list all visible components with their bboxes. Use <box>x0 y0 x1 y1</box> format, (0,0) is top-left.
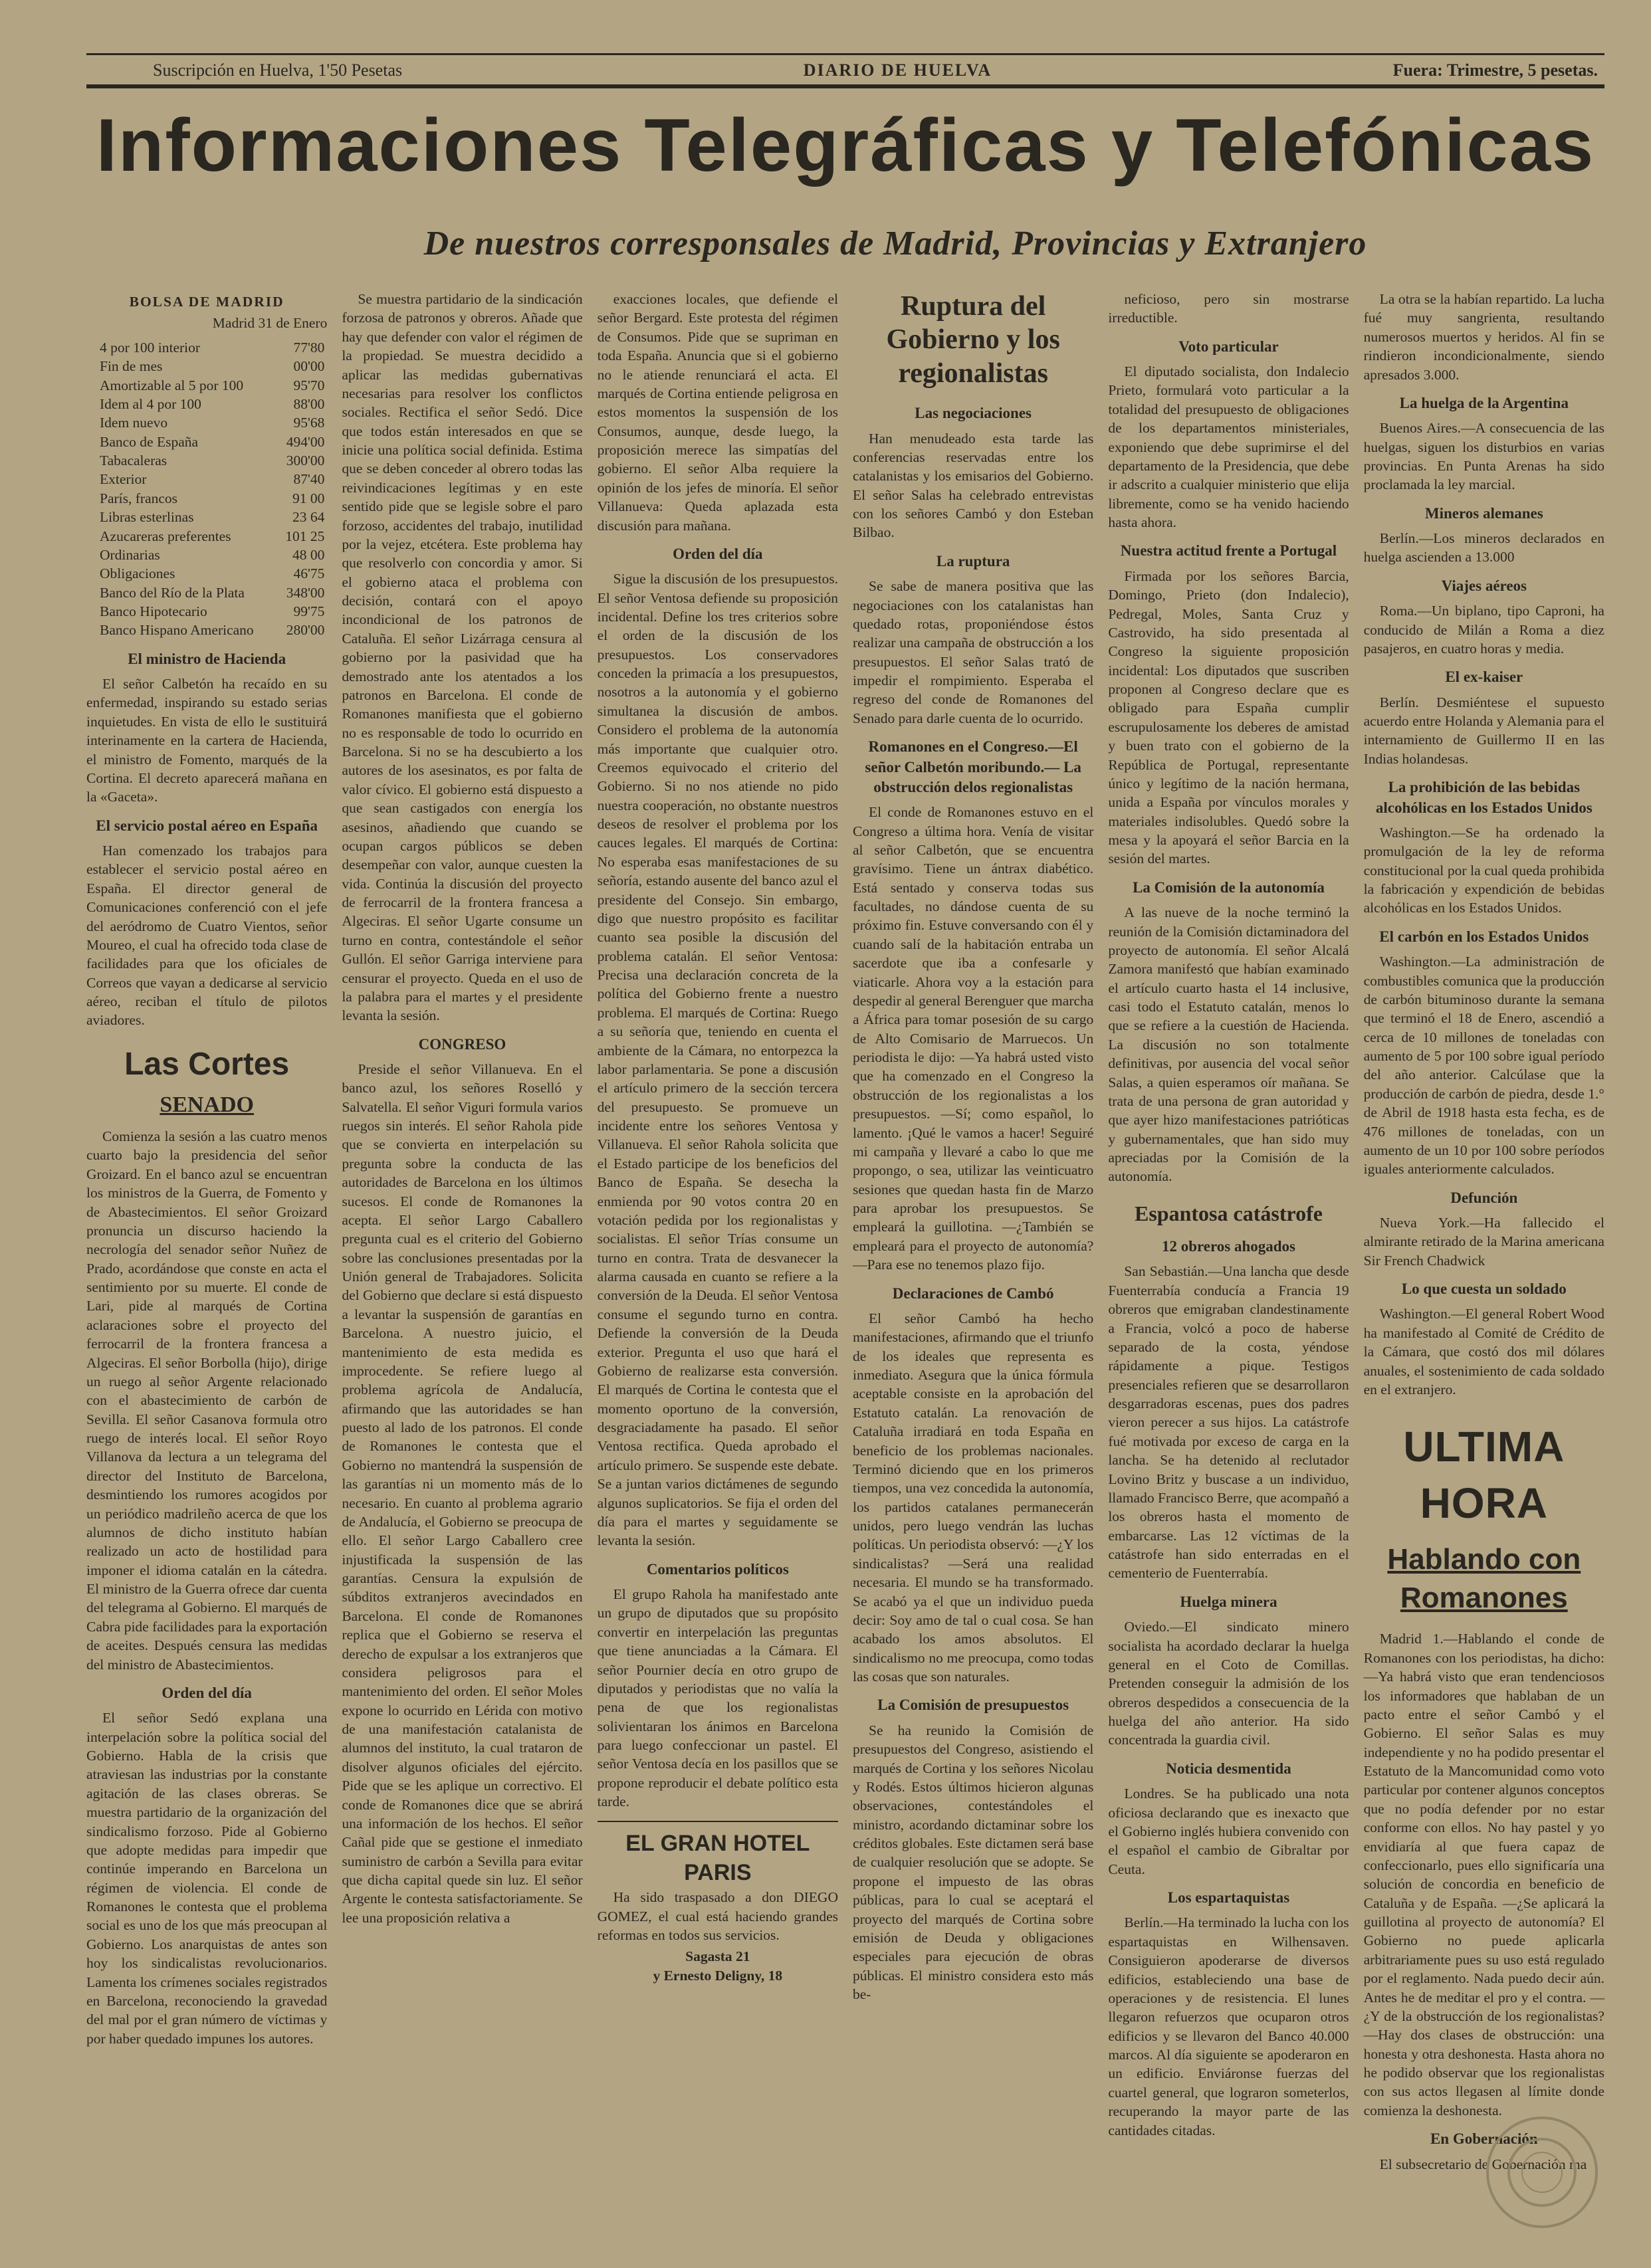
article-ruptura: Se sabe de manera positiva que las negociaciones con los catalanistas han quedado rotas, proponiéndose éstos realizar una campaña de obstrucción a los presupuestos. El señor Salas trató de impedir el rompimiento. Esperaba el regreso del conde de Romanones del Senado para darle cuenta de lo ocurrido. <box>852 578 1094 726</box>
article-congreso: Preside el señor Villanueva. En el banco azul, los señores Roselló y Salvatella. El señor Viguri formula varios ruegos sin interés. El señor Rahola pide que se convierta en interpelación su pregunta sobre la conducta de las autoridades de Barcelona en los últimos sucesos. El conde de Romanones la acepta. El señor Largo Caballero pregunta cual es el criterio del Gobierno sobre las conclusiones presentadas por la Unión general de Trabajadores. Solicita del Gobierno que declare si está dispuesto a levantar la suspensión de garantías en Barcelona. A nuestro juicio, el mantenimiento de esta medida es improcedente. Se refiere luego al problema agrícola de Andalucía, afirmando que las autoridades se han puesto al lado de los patronos. El conde de Romanones le contesta que el Gobierno no mantendrá la suspensión de las garantías ni un momento más de lo necesario. En cuanto al problema agrario de Andalucía, el Gobierno se preocupa de ello. El señor Largo Caballero cree injustificada la suspensión de las garantías. Censura la expulsión de súbditos extranjeros avecindados en Barcelona. El conde de Romanones replica que el Gobierno se reserva el derecho de expulsar a los extranjeros que considera peligrosos para el mantenimiento del orden. El señor Moles expone lo ocurrido en Lérida con motivo de una manifestación catalanista de alumnos del instituto, la cual trataron de disolver algunos oficiales del ejército. Pide que se les aplique un correctivo. El conde de Romanones dice que se abrirá una información de los hechos. El señor Cañal pide que se gestione el inmediato suministro de carbón a Sevilla para evitar que dicha capital quede sin luz. El señor Argente le contesta satisfactoriamente. Se lee una proposición relativa a <box>342 1061 583 1926</box>
article-gobernacion: El subsecretario de Gobernación ma <box>1379 2156 1587 2172</box>
heading-ministro: El ministro de Hacienda <box>128 650 286 667</box>
heading-prohibicion: La prohibición de las bebidas alcohólicas en los Estados Unidos <box>1375 779 1593 816</box>
bolsa-name: Exterior <box>100 471 147 488</box>
bolsa-table <box>86 338 327 640</box>
bolsa-name: Banco Hipotecario <box>100 603 207 619</box>
bolsa-value: 101 25 <box>285 528 325 544</box>
hotel-ad-address-2: y Ernesto Deligny, 18 <box>653 1967 783 1984</box>
bolsa-value: 77'80 <box>293 339 325 356</box>
article-prohibicion: Washington.—Se ha ordenado la promulgación de la ley de reforma constitucional por la cual queda prohibida la fabricación y expendición de bebidas alcohólicas en los Estados Unidos. <box>1363 824 1604 916</box>
heading-huelga-minera: Huelga minera <box>1180 1593 1277 1610</box>
heading-autonomia: La Comisión de la autonomía <box>1133 878 1325 896</box>
article-comentarios: El grupo Rahola ha manifestado ante un grupo de diputados que su propósito convertir en interpelación las preguntas que tiene anunciadas a la Cámara. El señor Pournier decía en otro grupo de diputados y periodistas que no valía la pena de que los regionalistas solivientaran los ánimos en Barcelona para luego confeccionar un pastel. El señor Ventosa decía en los pasillos que se propone reproducir el debate político esta tarde. <box>597 1586 838 1810</box>
article-postal: Han comenzado los trabajos para establecer el servicio postal aéreo en España. El director general de Comunicaciones conferenció con el jefe del aeródromo de Cuatro Vientos, señor Moureo, el cual ha ofrecido toda clase de facilidades para que los oficiales de Correos que vayan a dedicarse al servicio aéreo, reciban el título de pilotos aviadores. <box>86 843 328 1029</box>
bolsa-value: 48 00 <box>292 546 325 563</box>
article-hablando-romanones: Madrid 1.—Hablando el conde de Romanones con los periodistas, ha dicho: —Ya habrá visto que eran tendenciosos los informadores que hablaban de un pacto entre el señor Cambó y el Gobierno. El señor Salas es muy independiente y no ha podido presentar el Estatuto de la Mancomunidad como voto particular por contener algunos conceptos que no podía defender por no estar conforme con ellos. No hay pastel y yo envidiaría al que fuera capaz de confeccionarlo, pues ello significaría una solución de concordia en beneficio de Cataluña y de España. —¿Se aplicará la guillotina al proyecto de autonomía? El Gobierno no puede aplicarla arbitrariamente pues su uso está regulado por el reglamento. Nada puedo decir aún. Antes he de meditar el pro y el contra. —¿Y de la obstrucción de los regionalistas? —Hay dos clases de obstrucción: una honesta y otra deshonesta. Hasta ahora no he podido observar que los regionalistas con sus actos llegasen al límite donde comienza la deshonesta. <box>1363 1631 1604 2118</box>
hotel-ad-text: Ha sido traspasado a don DIEGO GOMEZ, el cual está haciendo grandes reformas en todos sus servicios. <box>597 1889 838 1944</box>
article-congreso-cont: exacciones locales, que defiende el señor Bergard. Este protesta del régimen de Consumos. Pide que se supriman en toda España. Anuncia que si el gobierno no le atiende renunciará el acta. El marqués de Cortina entiende peligrosa en estos momentos la suspensión de los Consumos, aunque, desde luego, la proposición merece las simpatías del gobierno. El señor Alba requiere la opinión de los jefes de minoría. El señor Villanueva: Queda aplazada esta discusión para mañana. <box>597 291 838 534</box>
seal-icon <box>1502 2132 1582 2212</box>
column-6 <box>1363 290 1604 2172</box>
bolsa-row <box>86 395 327 413</box>
heading-orden-senado: Orden del día <box>162 1684 252 1701</box>
heading-espartaquistas: Los espartaquistas <box>1167 1889 1290 1907</box>
heading-voto: Voto particular <box>1178 338 1279 355</box>
bolsa-row <box>86 546 327 564</box>
bolsa-date: Madrid 31 de Enero <box>212 315 328 332</box>
bolsa-value: 95'68 <box>293 415 325 431</box>
article-voto: El diputado socialista, don Indalecio Prieto, formulará voto particular a la totalidad del presupuesto de obligaciones de los departamentos ministeriales, exponiendo que debe suprimirse el del departamento de la Presidencia, que debe ir adscrito a cualquier ministerio que elija libremente, como se ha venido haciendo hasta ahora. <box>1108 363 1349 531</box>
heading-ruptura-gobierno: Ruptura del Gobierno y los regionalistas <box>886 291 1060 389</box>
heading-romanones-congreso: Romanones en el Congreso.—El señor Calbetón moribundo.— La obstrucción delos regionalistas <box>865 738 1081 795</box>
heading-carbon: El carbón en los Estados Unidos <box>1379 928 1589 945</box>
article-huelga-minera: Oviedo.—El sindicato minero socialista ha acordado declarar la huelga general en el Coto de Comillas. Pretenden conseguir la admisión de los obreros despedidos a consecuencia de la huelga del año anterior. Ha sido concentrada la guardia civil. <box>1108 1619 1349 1748</box>
subscription-price: Suscripción en Huelva, 1'50 Pesetas <box>153 60 403 80</box>
article-negociaciones: Han menudeado esta tarde las conferencias reservadas entre los catalanistas y los emisarios del Gobierno. El señor Salas ha celebrado entrevistas con los señores Cambó y don Esteban Bilbao. <box>852 430 1094 541</box>
article-mineros: Berlín.—Los mineros declarados en huelga ascienden a 13.000 <box>1363 530 1604 566</box>
column-4 <box>853 290 1093 2124</box>
bolsa-name: Idem al 4 por 100 <box>100 395 201 412</box>
hotel-ad-title: EL GRAN HOTEL PARIS <box>598 1821 838 1889</box>
bolsa-name: 4 por 100 interior <box>100 339 201 356</box>
heading-ultima-hora: ULTIMA HORA <box>1403 1423 1565 1527</box>
bolsa-name: Tabacaleras <box>100 453 167 468</box>
sub-headline: De nuestros corresponsales de Madrid, Provincias y Extranjero <box>423 225 1367 262</box>
heading-cortes: Las Cortes <box>124 1046 290 1082</box>
bolsa-value: 348'00 <box>286 584 325 601</box>
article-argentina: Buenos Aires.—A consecuencia de las huelgas, siguen los disturbios en varias provincias. En Punta Arenas ha sido proclamada la ley marcial. <box>1363 420 1604 493</box>
bolsa-row <box>86 338 327 357</box>
bolsa-row <box>86 470 327 488</box>
heading-catastrofe-sub: 12 obreros ahogados <box>1161 1238 1296 1255</box>
column-3 <box>598 290 838 2124</box>
article-comision-presupuestos: Se ha reunido la Comisión de presupuestos del Congreso, asistiendo el marqués de Cortina y los señores Nicolau y Rodés. Estos últimos hicieron algunas observaciones, contestándoles el ministro, acordando dictaminar sobre los créditos globales. Este dictamen será base de cualquier resolución que se adopte. Se propone el impuesto de las obras públicas, para lo cual se aceptará el proyecto del marqués de Cortina sobre emisión de Deuda y obligaciones especiales para ejecución de obras públicas. El ministro considera esto más be- <box>852 1722 1094 2003</box>
heading-kaiser: El ex-kaiser <box>1445 669 1523 686</box>
bolsa-value: 95'70 <box>293 377 325 393</box>
bolsa-name: Obligaciones <box>100 566 175 582</box>
bolsa-row <box>86 357 327 375</box>
heading-congreso: CONGRESO <box>418 1035 506 1053</box>
article-columns <box>86 290 1604 2172</box>
heading-defuncion: Defunción <box>1450 1189 1518 1206</box>
article-ministro: El señor Calbetón ha recaído en su enfermedad, inspirando su estado serias inquietudes. En vista de ello le sustituirá interinamente en la cartera de Hacienda, el ministro de Fomento, marqués de la Cortina. El decreto aparecerá mañana en la «Gaceta». <box>86 676 328 805</box>
bolsa-value: 46'75 <box>293 566 325 582</box>
heading-senado: SENADO <box>160 1092 255 1118</box>
hotel-ad-address-1: Sagasta 21 <box>685 1948 750 1965</box>
article-orden-congreso: Sigue la discusión de los presupuestos. El señor Ventosa defiende su proposición incidental. Define los tres criterios sobre el orden de la discusión de los presupuestos. Los conservadores conceden la primacía a los presupuestos, nosotros a la autonomía y el gobierno simultanea la discusión de ambos. Considero el problema de la autonomía más importante que cualquier otro. Creemos equivocado el criterio del Gobierno. Si no nos atiende no pido nuestra cooperación, no obstante nuestros deseos de resolver el problema por los cauces legales. El marqués de Cortina: No esperaba esas manifestaciones de su señoría, estando ausente del banco azul el presidente del Consejo. Sin embargo, digo que nuestro propósito es facilitar cuanto sea posible la discusión del problema catalán. El señor Ventosa: Precisa una declaración concreta de la política del Gobierno frente a nuestro problema. El marqués de Cortina: Ruego a su señoría que, teniendo en cuenta el ambiente de la Cámara, no entorpezca la labor parlamentaria. Se pone a discusión el artículo primero de la sección tercera del presupuesto. Se promueve un incidente entre los señores Ventosa y Villanueva. El señor Rahola solicita que el Estado participe de los beneficios del Banco de España. Se desecha la enmienda por 90 votos contra 20 en votación pedida por los regionalistas y socialistas. El señor Trías consume un turno en contra. Trata de desvanecer la alarma causada en cuanto se refiere a la conversión de la Deuda. El señor Ventosa consume el segundo turno en contra. Defiende la conversión de la Deuda exterior. Pregunta el uso que hará el Gobierno de realizarse esta conversión. El marqués de Cortina le contesta que el momento oportuno de la conversión, desgraciadamente ha pasado. El señor Ventosa rectifica. Queda aprobado el artículo primero. Se suspende este debate. Se a juntan varios dictámenes de segundo algunos suplicatorios. Se fija el orden del día para el martes y seguidamente se levanta la sesión. <box>597 571 838 1549</box>
article-desmentida: Londres. Se ha publicado una nota oficiosa declarando que es inexacto que el Gobierno inglés hubiera convenido con el español el cambio de Gibraltar por Ceuta. <box>1108 1786 1349 1877</box>
bolsa-name: Amortizable al 5 por 100 <box>100 377 244 393</box>
bolsa-row <box>86 564 327 583</box>
bolsa-value: 494'00 <box>286 433 325 450</box>
heading-cambo: Declaraciones de Cambó <box>892 1285 1054 1302</box>
bolsa-title: BOLSA DE MADRID <box>129 294 284 310</box>
bolsa-value: 91 00 <box>292 490 325 506</box>
bolsa-row <box>86 527 327 546</box>
bolsa-value: 280'00 <box>286 622 325 639</box>
article-portugal: Firmada por los señores Barcia, Domingo, Prieto (don Indalecio), Pedregal, Moles, Santa Cruz y Castrovido, ha sido presentada al Congreso la siguiente proposición incidental: Los diputados que suscriben proponen al Congreso declare que es obligado para España cumplir escrupulosamente los deberes de amistad y buen trato con el gobierno de la República de Portugal, representante único y legítimo de la nación hermana, unida a España por vínculos morales y materiales indisolubles. Quedó sobre la mesa y la apoyará el señor Barcia en la sesión del martes. <box>1108 567 1349 867</box>
bolsa-name: Banco del Río de la Plata <box>100 584 245 601</box>
heading-postal: El servicio postal aéreo en España <box>96 817 318 834</box>
column-2 <box>342 290 582 2124</box>
bolsa-name: Idem nuevo <box>100 415 168 431</box>
heading-ruptura: La ruptura <box>936 552 1010 569</box>
bolsa-row <box>86 433 327 451</box>
outside-price: Fuera: Trimestre, 5 pesetas. <box>1392 60 1598 80</box>
masthead <box>86 53 1604 88</box>
article-espartaquistas: Berlín.—Ha terminado la lucha con los espartaquistas en Wilhensaven. Consiguieron apoderarse de diversos edificios, estableciendo una base de operaciones y de resistencia. El lunes llegaron refuerzos que ocuparon otros edificios y se llevaron del Banco 40.000 marcos. Al día siguiente se apoderaron en un edificio. Enviáronse fuerzas del cuartel general, que lograron someterlos, recuperando la mayor parte de las cantidades citadas. <box>1108 1914 1349 2138</box>
article-soldado: Washington.—El general Robert Wood ha manifestado al Comité de Crédito de la Cámara, que costó dos mil dólares anuales, el sostenimiento de cada soldado en el extranjero. <box>1363 1306 1604 1397</box>
bolsa-row <box>86 413 327 432</box>
heading-mineros: Mineros alemanes <box>1424 504 1543 522</box>
article-senado: Comienza la sesión a las cuatro menos cuarto bajo la presidencia del señor Groizard. En el banco azul se encuentran los ministros de la Guerra, de Fomento y de Abastecimientos. El señor Groizard pronuncia un discurso haciendo la necrología del senador señor Nuñez de Prado, acordándose que conste en acta el sentimiento por su muerte. El conde de Lari, pide al marqués de Cortina aclaraciones sobre el proyecto del ferrocarril de la frontera francesa a Algeciras. El señor Borbolla (hijo), dirige un ruego al señor Argente relacionado con el abastecimiento de carbón de Sevilla. El señor Casanova formula otro ruego de interés local. El señor Royo Villanova da lectura a un telegrama del director del Instituto de Barcelona, desmintiendo los rumores acogidos por un periódico madrileño acerca de que los alumnos de dicho instituto habían realizado un acto de hostilidad para imponer el idioma catalán en la cátedra. El ministro de la Guerra ofrece dar cuenta del telegrama al Gobierno. El marqués de Cabra pide facilidades para la exportación de aceites. Después censura las medidas del ministro de Abastecimientos. <box>86 1128 328 1673</box>
bolsa-row <box>86 451 327 470</box>
bolsa-row <box>86 508 327 526</box>
bolsa-value: 88'00 <box>293 395 325 412</box>
heading-desmentida: Noticia desmentida <box>1166 1760 1291 1777</box>
heading-argentina: La huelga de la Argentina <box>1399 394 1569 411</box>
bolsa-name: Azucareras preferentes <box>100 528 231 544</box>
newspaper-name: DIARIO DE HUELVA <box>803 60 992 80</box>
library-stamp-icon <box>1486 2116 1598 2228</box>
bolsa-name: Fin de mes <box>100 358 163 375</box>
heading-portugal: Nuestra actitud frente a Portugal <box>1120 542 1337 560</box>
bolsa-value: 00'00 <box>293 358 325 375</box>
heading-gobernacion: En Gobernación <box>1430 2130 1538 2148</box>
bolsa-row <box>86 583 327 602</box>
bolsa-name: Banco Hispano Americano <box>100 622 254 639</box>
main-headline: Informaciones Telegráficas y Telefónicas <box>96 104 1595 187</box>
bolsa-name: París, francos <box>100 490 178 506</box>
bolsa-row <box>86 489 327 508</box>
bolsa-name: Ordinarias <box>100 546 160 563</box>
article-orden-senado: El señor Sedó explana una interpelación sobre la política social del Gobierno. Habla de la crisis que atraviesan las industrias por la constante agitación de las clases obreras. Se muestra partidario de la organización del sindicalismo forzoso. Pide al Gobierno que adopte medidas para impedir que continúe imperando en Barcelona un régimen de violencia. El conde de Romanones le contesta que el problema social es uno de los que más preocupan al Gobierno. Los anarquistas de antes son hoy los sindicalistas revolucionarios. Lamenta los crímenes sociales registrados en Barcelona, reconociendo la gravedad del mal por el gran número de víctimas y por haber quedado impunes los autores. <box>86 1710 328 2047</box>
heading-comentarios: Comentarios políticos <box>646 1560 789 1578</box>
bolsa-row <box>86 376 327 395</box>
bolsa-row <box>86 602 327 621</box>
article-espartaquistas-cont: La otra se la habían repartido. La lucha fué muy sangrienta, resultando numerosos muertos y heridos. Al fin se rindieron incondicionalmente, siendo apresados 3.000. <box>1363 291 1604 383</box>
heading-negociaciones: Las negociaciones <box>915 405 1032 422</box>
bolsa-value: 87'40 <box>293 471 325 488</box>
bolsa-name: Libras esterlinas <box>100 509 194 526</box>
article-autonomia: A las nueve de la noche terminó la reunión de la Comisión dictaminadora del proyecto de autonomía. El señor Alcalá Zamora manifestó que habían examinado el artículo cuarto hasta el 14 inclusive, casi todo el Estatuto catalán, menos lo que se refiere a la cuestión de Hacienda. La discusión no son totalmente definitivas, por ausencia del vocal señor Salas, a quien esperamos oír mañana. Se trata de una persona de gran autoridad y que ayer hizo manifestaciones patrióticas y gubernamentales, que han sido muy apreciadas por la Comisión de la autonomía. <box>1108 904 1349 1185</box>
heading-orden-congreso: Orden del día <box>673 545 763 562</box>
heading-hablando-romanones: Hablando con Romanones <box>1387 1543 1581 1615</box>
heading-catastrofe: Espantosa catástrofe <box>1135 1201 1323 1225</box>
column-5 <box>1108 290 1349 2138</box>
bolsa-value: 99'75 <box>293 603 325 619</box>
article-catastrofe: San Sebastián.—Una lancha que desde Fuenterrabía conducía a Francia 19 obreros que emigraban clandestinamente a Francia, volcó a poco de haberse separado de la costa, yéndose rápidamente a pique. Testigos presenciales refieren que se desarrollaron desgarradoras escenas, pues dos padres vieron perecer a sus hijos. La catástrofe fué motivada por exceso de carga en la lancha. Se ha detenido al reclutador Lovino Britz y buscase a un individuo, llamado Francisco Berre, que acompañó a los obreros hasta el momento de embarcarse. Las 12 víctimas de la catástrofe han sido enterradas en el cementerio de Fuenterrabía. <box>1108 1263 1349 1582</box>
bolsa-value: 300'00 <box>286 453 325 468</box>
heading-comision-presupuestos: La Comisión de presupuestos <box>877 1697 1069 1714</box>
heading-soldado: Lo que cuesta un soldado <box>1401 1281 1567 1298</box>
article-romanones-congreso: El conde de Romanones estuvo en el Congreso a última hora. Venía de visitar al señor Calbetón, que se encuentra gravísimo. Tiene un ántrax diabético. Está sentado y conserva todas sus facultades, no dándose cuenta de su próximo fin. Estuve conversando con él y cuando salí de la habitación entraba un sacerdote que iba a confesarle y viaticarle. Ahora voy a la estación para despedir al general Berenguer que marcha a África para tomar posesión de su cargo de Alto Comisario de Marruecos. Un periodista le dijo: —Ya habrá usted visto que ha comenzado en el Congreso la obstrucción de los regionalistas a los presupuestos. —Sí; como español, lo lamento. ¡Qué le vamos a hacer! Seguiré mi campaña y llevaré a cabo lo que me propongo, o sea, utilizar las veinticuatro sesiones que quedan hasta fin de Marzo para aprobar los presupuestos. Se empleará la guillotina. —¿También se empleará para el proyecto de autonomía? —Para ese no tenemos plazo fijo. <box>852 804 1094 1273</box>
bolsa-name: Banco de España <box>100 433 199 450</box>
article-comision-cont: neficioso, pero sin mostrarse irreductible. <box>1108 291 1349 326</box>
article-kaiser: Berlín. Desmiéntese el supuesto acuerdo entre Holanda y Alemania para el internamiento de Guillermo II en las Indias holandesas. <box>1363 694 1604 767</box>
article-carbon: Washington.—La administración de combustibles comunica que la producción de carbón bituminoso durante la semana que terminó el 18 de Enero, ascendió a cerca de 10 millones de toneladas con aumento de 5 por 100 sobre igual período del año anterior. Calcúlase que la producción de carbón de piedra, desde 1.° de Abril de 1918 hasta esta fecha, es de 476 millones de toneladas, con un aumento de un 10 por 100 sobre períodos iguales anteriormente calculados. <box>1363 954 1604 1178</box>
heading-viajes: Viajes aéreos <box>1441 577 1527 594</box>
bolsa-row <box>86 621 327 639</box>
bolsa-value: 23 64 <box>292 509 325 526</box>
article-cambo: El señor Cambó ha hecho manifestaciones, afirmando que el triunfo de los ideales que representa es inmediato. Asegura que la única fórmula aceptable consiste en la aprobación del Estatuto catalán. La renovación de Cataluña irradiará en toda España en beneficio de los problemas nacionales. Terminó diciendo que en los primeros tiempos, una vez concedida la autonomía, los partidos catalanes permanecerán unidos, pero luego vendrán las luchas políticas. Un periodista observó: —¿Y los sindicalistas? —Será una realidad necesaria. El mundo se ha transformado. Se acabó ya el que un individuo pueda decir: Soy amo de tal o cual cosa. Se han acabado los amos absolutos. El sindicalismo no me preocupa, como todas las cosas que son naturales. <box>852 1310 1094 1685</box>
article-senado-cont: Se muestra partidario de la sindicación forzosa de patronos y obreros. Añade que hay que defender con valor el régimen de la propiedad. Se muestra decidido a aplicar las medidas gubernativas necesarias para resolver los conflictos sociales. Rectifica el señor Sedó. Dice que todos están interesados en que se inicie una política social definida. Estima que se deben conceder al obrero todas las reivindicaciones legítimas y en este sentido pide que se legisle sobre el paro forzoso, accidentes del trabajo, inutilidad por la vejez, etcétera. Este problema hay que resolverlo con concordia y amor. Si el gobierno ataca el problema con decisión, contará con el apoyo incondicional de los patronos de Cataluña. El señor Lizárraga censura al gobierno por la pasividad que ha demostrado ante los atentados a los patronos en Barcelona. El conde de Romanones manifiesta que el gobierno no es responsable de todo lo ocurrido en Barcelona. Si no se ha descubierto a los autores de los asesinatos, es por falta de valor cívico. El gobierno está dispuesto a que sean castigados con energía los asesinos, añadiendo que cuando se ocupan cargos públicos se deben desempeñar con valor, aunque cuesten la vida. Continúa la discusión del proyecto de ferrocarril de la frontera francesa a Algeciras. El señor Ugarte consume un turno en contra, contestándole el señor Gullón. El señor Garriga interviene para censurar el proyecto. Queda en el uso de la palabra para el martes y el presidente levanta la sesión. <box>342 291 583 1024</box>
article-defuncion: Nueva York.—Ha fallecido el almirante retirado de la Marina americana Sir French Chadwick <box>1363 1215 1604 1269</box>
column-1 <box>86 290 327 2124</box>
article-viajes: Roma.—Un biplano, tipo Caproni, ha conducido de Milán a Roma a diez pasajeros, en cuatro horas y media. <box>1363 603 1604 657</box>
